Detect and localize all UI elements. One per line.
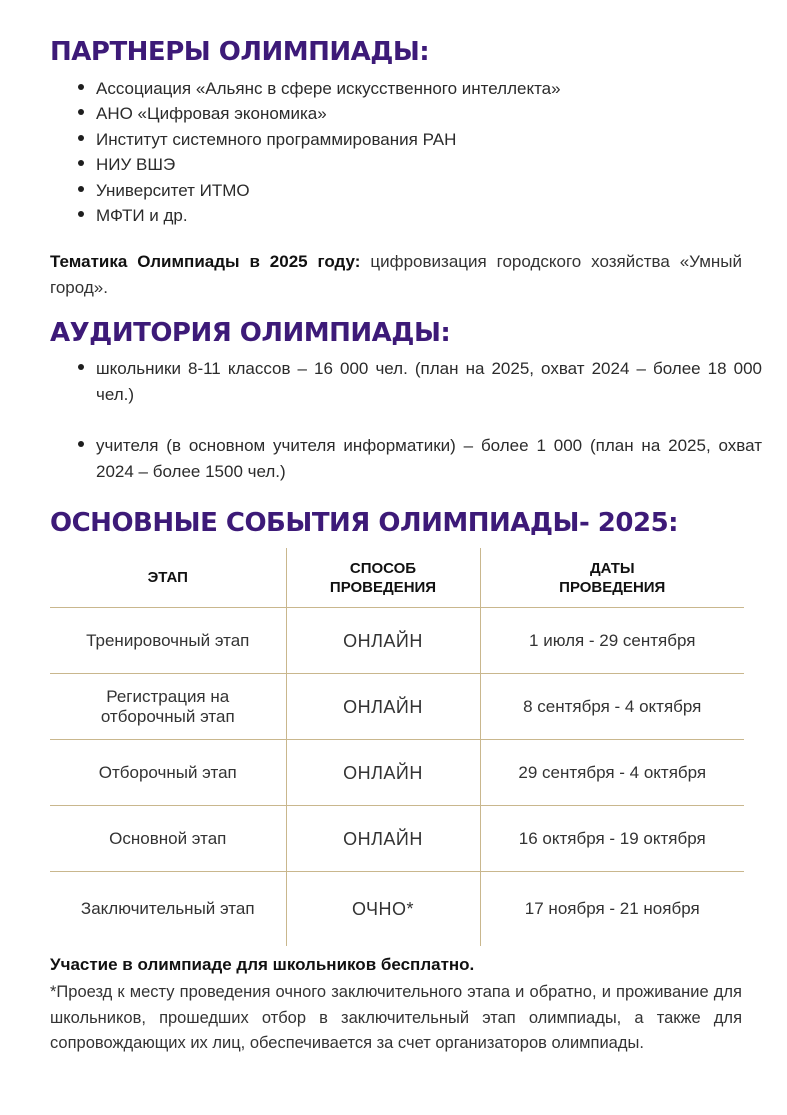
partner-name: Университет ИТМО [96, 180, 250, 200]
events-heading: ОСНОВНЫЕ СОБЫТИЯ ОЛИМПИАДЫ- 2025: [50, 508, 679, 538]
bullet-icon [78, 364, 84, 370]
topic-label: Тематика Олимпиады в 2025 году: [50, 252, 361, 271]
free-participation-note: Участие в олимпиаде для школьников бесплатно. [50, 955, 475, 974]
audience-heading: АУДИТОРИЯ ОЛИМПИАДЫ: [50, 318, 451, 348]
stage-cell: Регистрация на отборочный этап [50, 674, 286, 740]
topic-text: цифровизация городского хозяйства «Умный город». [50, 252, 742, 297]
footnote: *Проезд к месту проведения очного заключительного этапа и обратно, и проживание для школьников, прошедших отбор в заключительный этап олимпиады, а также для сопровождающих их лиц, обеспечивается за счет организаторов олимпиады. [50, 983, 742, 1052]
column-header-method: СПОСОБ ПРОВЕДЕНИЯ [286, 548, 480, 608]
bullet-icon [78, 211, 84, 217]
audience-text: школьники 8-11 классов – 16 000 чел. (план на 2025, охват 2024 – более 18 000 чел.) [96, 359, 762, 404]
method-cell: ОНЛАЙН [286, 674, 480, 740]
list-item [78, 203, 762, 228]
table-row [50, 608, 744, 674]
bullet-icon [78, 84, 84, 90]
events-table [50, 548, 744, 946]
dates-cell: 8 сентября - 4 октября [480, 674, 744, 740]
list-item [78, 356, 762, 408]
table-row [50, 674, 744, 740]
method-cell: ОЧНО* [286, 872, 480, 947]
dates-cell: 1 июля - 29 сентября [480, 608, 744, 674]
list-item [78, 433, 762, 485]
topic-paragraph [50, 249, 742, 301]
method-cell: ОНЛАЙН [286, 806, 480, 872]
partners-heading: ПАРТНЕРЫ ОЛИМПИАДЫ: [50, 37, 430, 67]
table-row [50, 872, 744, 947]
list-item [78, 152, 762, 177]
partners-list [78, 76, 762, 228]
table-row [50, 806, 744, 872]
bullet-icon [78, 186, 84, 192]
bullet-icon [78, 160, 84, 166]
method-cell: ОНЛАЙН [286, 608, 480, 674]
dates-cell: 29 сентября - 4 октября [480, 740, 744, 806]
partner-name: МФТИ и др. [96, 205, 188, 225]
list-item [78, 101, 762, 126]
audience-list [78, 356, 762, 485]
dates-cell: 17 ноября - 21 ноября [480, 872, 744, 947]
list-item [78, 76, 762, 101]
table-row [50, 740, 744, 806]
partner-name: Ассоциация «Альянс в сфере искусственного интеллекта» [96, 79, 561, 98]
stage-cell: Основной этап [50, 806, 286, 872]
bullet-icon [78, 109, 84, 115]
list-item [78, 127, 762, 152]
bullet-icon [78, 135, 84, 141]
column-header-stage: ЭТАП [147, 569, 188, 586]
partner-name: АНО «Цифровая экономика» [96, 104, 327, 124]
partner-name: НИУ ВШЭ [96, 155, 176, 175]
stage-cell: Отборочный этап [50, 740, 286, 806]
stage-cell: Заключительный этап [50, 872, 286, 947]
method-cell: ОНЛАЙН [286, 740, 480, 806]
bullet-icon [78, 441, 84, 447]
audience-text: учителя (в основном учителя информатики) – более 1 000 (план на 2025, охват 2024 – более 1500 чел.) [96, 436, 762, 481]
partner-name: Институт системного программирования РАН [96, 129, 457, 149]
list-item [78, 178, 762, 203]
stage-cell: Тренировочный этап [50, 608, 286, 674]
dates-cell: 16 октября - 19 октября [480, 806, 744, 872]
column-header-dates: ДАТЫ ПРОВЕДЕНИЯ [480, 548, 744, 608]
table-header-row [50, 548, 744, 608]
